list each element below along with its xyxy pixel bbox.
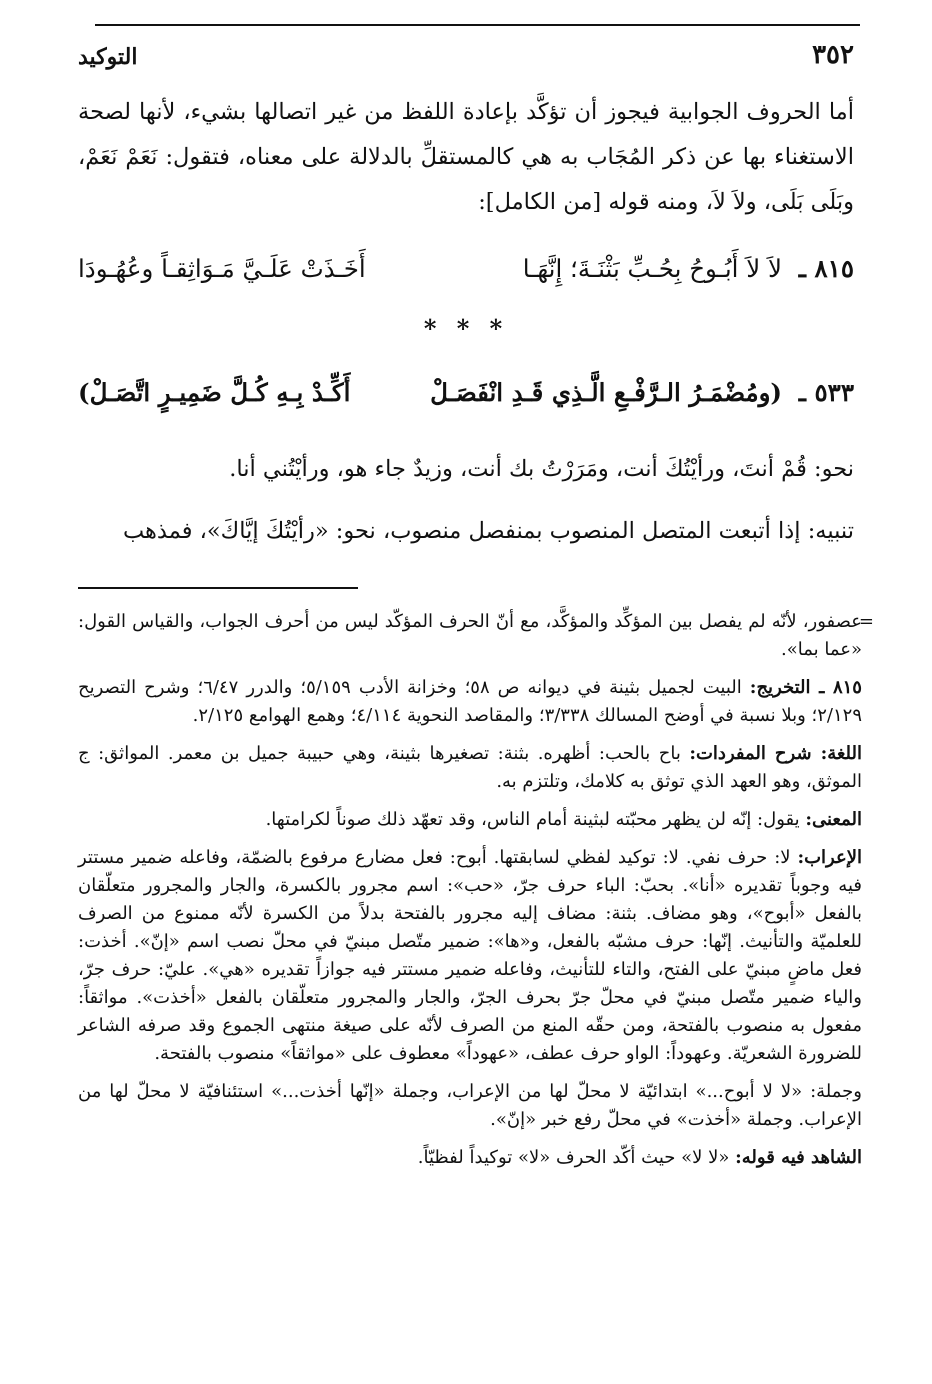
footnote-takhrij — [78, 674, 862, 730]
chapter-title: التوكيد — [78, 44, 138, 70]
footnote-lugha — [78, 740, 862, 796]
header-rule — [95, 24, 860, 26]
page-number: ٣٥٢ — [812, 40, 854, 70]
page-header — [78, 40, 854, 80]
footnote-irab — [78, 844, 862, 1068]
lugha-text: باح بالحب: أظهره. بثنة: تصغيرها بثينة، وهي حبيبة جميل بن معمر. المواثق: ج الموثق، وهو العهد الذي توثق به كلامك، وتلتزم به. — [78, 743, 862, 792]
note-line: تنبيه: إذا أتبعت المتصل المنصوب بمنفصل منصوب، نحو: «رأيْتُكَ إيَّاكَ»، فمذهب — [122, 518, 854, 544]
irab-text: لا: حرف نفي. لا: توكيد لفظي لسابقتها. أبوح: فعل مضارع مرفوع بالضمّة، وفاعله ضمير مستتر فيه وجوباً تقديره «أنا». بحبّ: الباء حرف جرّ، «حب»: اسم مجرور بالكسرة، والجار والمجرور متعلّقان بالفعل «أبوح»، وهو مضاف. بثنة: مضاف إليه مجرور بالفتحة بدلاً من الكسرة لأنّه ممنوع من الصرف للعلميّة والتأنيث. إنّها: حرف مشبّه بالفعل، و«ها»: ضمير متّصل مبنيّ في محلّ نصب اسم «إنّ». أخذت: فعل ماضٍ مبنيّ على الفتح، والتاء للتأنيث، وفاعله ضمير مستتر فيه جوازاً تقديره «هي». عليّ: حرف جرّ، والياء ضمير متّصل مبنيّ في محلّ جرّ بحرف الجرّ، والجار والمجرور متعلّقان بالفعل «أخذت». مواثقاً: مفعول به منصوب بالفتحة، ومن حقّه المنع من الصرف لأنّه على صيغة منتهى الجموع وقد صرفه الشاعر للضرورة الشعريّة. وعهوداً: الواو حرف عطف، «عهوداً» معطوف على «مواثقاً» منصوب بالفتحة. — [78, 847, 862, 1064]
verse-hemistich-second: أَكِّـدْ بِـهِ كُـلَّ ضَمِيـرٍ اتَّصَـلْ) — [78, 378, 351, 407]
takhrij-label: ٨١٥ ـ التخريج: — [749, 677, 862, 698]
footnote-maana — [78, 806, 862, 834]
shahid-label: الشاهد فيه قوله: — [735, 1147, 862, 1168]
maana-text: يقول: إنّه لن يظهر محبّته لبثينة أمام الناس، وقد تعهّد ذلك صوناً لكرامتها. — [265, 809, 800, 830]
footnote-jumla: وجملة: «لا لا أبوح...» ابتدائيّة لا محلّ لها من الإعراب، وجملة «إنّها أخذت...» استئنافيّة لا محلّ لها من الإعراب. وجملة «أخذت» في محلّ رفع خبر «إنّ». — [78, 1081, 862, 1130]
verse-hemistich-second: أَخَـذَتْ عَلَـيَّ مَـوَاثِقـاً وعُهُـودَا — [78, 254, 366, 283]
footnote-continuation: عصفور، لأنّه لم يفصل بين المؤكِّد والمؤكَّد، مع أنّ الحرف المؤكّد ليس من أحرف الجواب، والقياس القول: «عما بما». — [78, 611, 862, 660]
takhrij-text: البيت لجميل بثينة في ديوانه ص ٥٨؛ وخزانة الأدب ٥/١٥٩؛ والدرر ٦/٤٧؛ وشرح التصريح ٢/١٢٩؛ وبلا نسبة في أوضح المسالك ٣/٣٣٨؛ والمقاصد النحوية ٤/١١٤؛ وهمع الهوامع ٢/١٢٥. — [78, 677, 862, 726]
main-text — [78, 90, 854, 544]
lugha-label: اللغة: شرح المفردات: — [689, 743, 862, 764]
footnotes — [78, 608, 874, 1182]
verse-number: ٨١٥ ـ — [798, 254, 854, 283]
continuation-mark: = — [858, 611, 874, 632]
maana-label: المعنى: — [805, 809, 862, 830]
example-line: نحو: قُمْ أنتَ، ورأيْتُكَ أنت، ومَرَرْتُ بك أنت، وزيدٌ جاء هو، ورأيْتُني أنا. — [229, 456, 854, 482]
footnote-shahid — [78, 1144, 862, 1172]
shahid-text: «لا لا» حيث أكّد الحرف «لا» توكيداً لفظيّاً. — [417, 1147, 730, 1168]
irab-label: الإعراب: — [797, 847, 862, 868]
verse-hemistich-first: لاَ لاَ أَبُـوحُ بِحُـبِّ بَثْنَـةَ؛ إِنَّهَـا — [522, 254, 782, 283]
footnote-rule — [78, 587, 358, 589]
paragraph-huruf-jawabiya: أما الحروف الجوابية فيجوز أن تؤكَّد بإعادة اللفظ من غير اتصالها بشيء، لأنها لصحة الاستغناء بها عن ذكر المُجَاب به هي كالمستقلِّ بالدلالة على معناه، فتقول: نَعَمْ نَعَمْ، وبَلَى بَلَى، ولاَ لاَ، ومنه قوله [من الكامل]: — [78, 99, 854, 215]
verse-number: ٥٣٣ ـ — [798, 378, 854, 407]
verse-hemistich-first: (ومُضْمَـرُ الـرَّفْـعِ الَّـذِي قَـدِ انْفَصَـلْ — [430, 378, 782, 407]
section-separator-stars: * * * — [423, 314, 509, 343]
